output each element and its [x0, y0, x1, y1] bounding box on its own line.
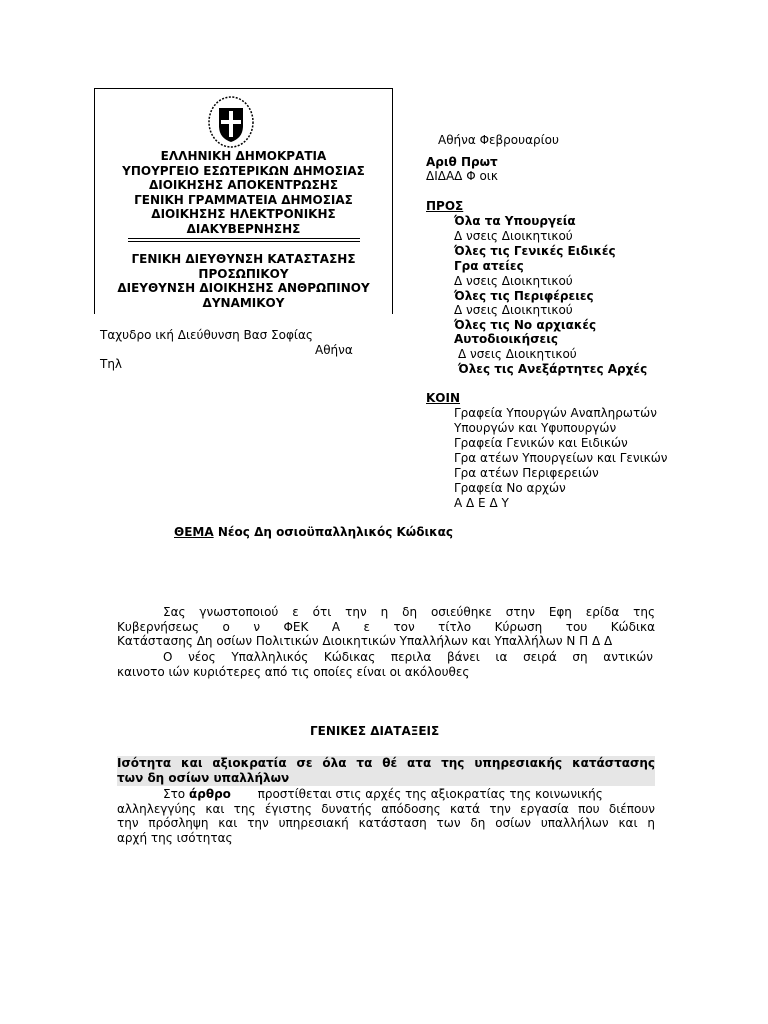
recipient-item: Όλες τις Γενικές Ειδικές — [454, 244, 616, 258]
paragraph-line: Σας γνωστοποιού ε ότι την η δη οσιεύθηκε στην Εφη ερίδα της — [163, 605, 655, 619]
paragraph-line: την πρόσληψη και την υπηρεσιακή κατάσταση των δη οσίων υπαλλήλων και η — [117, 816, 655, 831]
paragraph-line: αρχή της ισότητας — [117, 830, 233, 845]
paragraph-line: αλληλεγγύης και της έγιστης δυνατής απόδοσης κατά την εργασία που διέπουν — [117, 801, 655, 816]
recipient-item: Όλα τα Υπουργεία — [454, 214, 576, 228]
recipient-item: Όλες τις Ανεξάρτητες Αρχές — [458, 362, 648, 376]
telephone-label: Τηλ — [100, 357, 123, 371]
greek-coat-of-arms-icon — [207, 96, 255, 148]
cc-item: Γρα ατέων Υπουργείων και Γενικών — [454, 451, 668, 465]
body-paragraph-3 — [117, 787, 655, 845]
cc-item: Γραφεία Νο αρχών — [454, 481, 566, 495]
address-city: Αθήνα — [315, 343, 353, 357]
body-paragraph-2 — [117, 650, 655, 679]
recipient-item: Αυτοδιοικήσεις — [454, 332, 559, 346]
heading-line: των δη οσίων υπαλλήλων — [117, 771, 290, 785]
recipient-item: Γρα ατείες — [454, 259, 524, 273]
paragraph-line: καινοτο ιών κυριότερες από τις οποίες είναι οι ακόλουθες — [117, 664, 470, 679]
place-date: Αθήνα Φεβρουαρίου — [438, 133, 559, 147]
cc-label: ΚΟΙΝ — [426, 391, 461, 405]
subject-text: Νέος Δη οσιοϋπαλληλικός Κώδικας — [217, 525, 454, 539]
cc-item: Γραφεία Γενικών και Ειδικών — [454, 436, 628, 450]
recipient-item: Δ νσεις Διοικητικού — [454, 274, 573, 288]
body-paragraph-1 — [117, 605, 655, 649]
letterhead-line-4: ΓΕΝΙΚΗ ΓΡΑΜΜΑΤΕΙΑ ΔΗΜΟΣΙΑΣ — [134, 193, 353, 207]
letterhead-line-10: ΔΥΝΑΜΙΚΟΥ — [202, 296, 285, 310]
letterhead-line-1: ΕΛΛΗΝΙΚΗ ΔΗΜΟΚΡΑΤΙΑ — [160, 149, 327, 163]
cc-item: Γραφεία Υπουργών Αναπληρωτών — [454, 406, 657, 420]
paragraph-line — [117, 787, 655, 802]
cc-item: Υπουργών και Υφυπουργών — [454, 421, 617, 435]
article-text: προστίθεται στις αρχές της αξιοκρατίας της κοινωνικής — [257, 787, 603, 801]
recipient-item: Δ νσεις Διοικητικού — [458, 347, 577, 361]
paragraph-line: Κυβερνήσεως ο ν ΦΕΚ Α ε τον τίτλο Κύρωση του Κώδικα — [117, 619, 655, 634]
article-lead: Στο — [163, 787, 186, 801]
recipient-item: Δ νσεις Διοικητικού — [454, 229, 573, 243]
letterhead-divider-top — [128, 238, 360, 239]
article-word: άρθρο — [188, 787, 231, 801]
letterhead-line-2: ΥΠΟΥΡΓΕΙΟ ΕΣΩΤΕΡΙΚΩΝ ΔΗΜΟΣΙΑΣ — [122, 164, 365, 178]
letterhead-line-6: ΔΙΑΚΥΒΕΡΝΗΣΗΣ — [186, 222, 301, 236]
recipient-item: Δ νσεις Διοικητικού — [454, 303, 573, 317]
cc-item: Α Δ Ε Δ Υ — [454, 496, 509, 510]
letterhead-line-8: ΠΡΟΣΩΠΙΚΟΥ — [198, 267, 289, 281]
letterhead-line-7: ΓΕΝΙΚΗ ΔΙΕΥΘΥΝΣΗ ΚΑΤΑΣΤΑΣΗΣ — [131, 252, 356, 266]
cc-item: Γρα ατέων Περιφερειών — [454, 466, 599, 480]
highlighted-heading — [117, 756, 655, 786]
section-title: ΓΕΝΙΚΕΣ ΔΙΑΤΑΞΕΙΣ — [310, 724, 440, 738]
letterhead-line-9: ΔΙΕΥΘΥΝΣΗ ΔΙΟΙΚΗΣΗΣ ΑΝΘΡΩΠΙΝΟΥ — [117, 281, 370, 295]
recipient-item: Όλες τις Νο αρχιακές — [454, 318, 597, 332]
heading-line: Ισότητα και αξιοκρατία σε όλα τα θέ ατα της υπηρεσιακής κατάστασης — [117, 756, 655, 770]
paragraph-line: Κατάστασης Δη οσίων Πολιτικών Διοικητικών Υπαλλήλων και Υπαλλήλων Ν Π Δ Δ — [117, 634, 613, 649]
postal-address: Ταχυδρο ική Διεύθυνση Βασ Σοφίας — [100, 328, 313, 342]
reference-code: ΔΙΔΑΔ Φ οικ — [426, 169, 498, 183]
protocol-number-label: Αριθ Πρωτ — [426, 155, 498, 169]
recipients-label: ΠΡΟΣ — [426, 199, 464, 213]
letterhead-line-3: ΔΙΟΙΚΗΣΗΣ ΑΠΟΚΕΝΤΡΩΣΗΣ — [148, 178, 339, 192]
subject-label: ΘΕΜΑ — [174, 525, 214, 539]
letterhead-divider-bottom — [128, 241, 360, 242]
recipient-item: Όλες τις Περιφέρειες — [454, 289, 594, 303]
paragraph-line: Ο νέος Υπαλληλικός Κώδικας περιλα βάνει ια σειρά ση αντικών — [163, 650, 653, 664]
subject-line — [174, 525, 453, 540]
letterhead-line-5: ΔΙΟΙΚΗΣΗΣ ΗΛΕΚΤΡΟΝΙΚΗΣ — [151, 207, 336, 221]
